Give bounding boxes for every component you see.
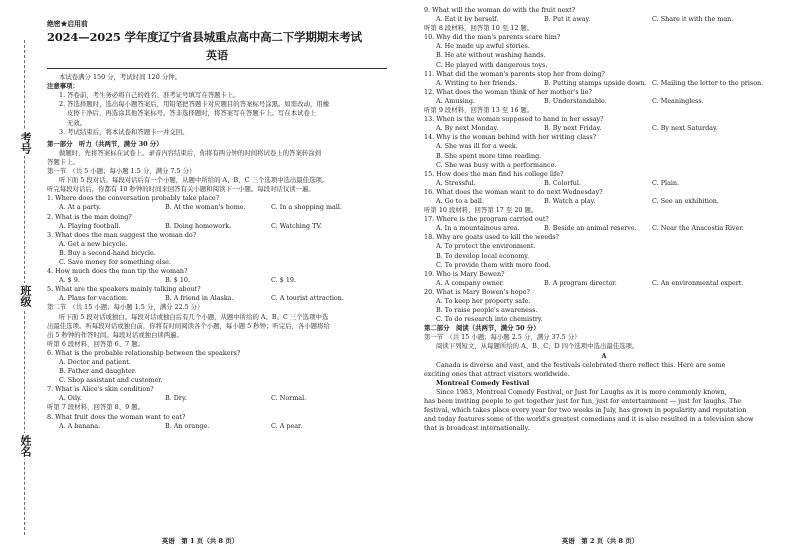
option-a[interactable]: A. Writing to her friends.	[436, 78, 518, 87]
option-a[interactable]: A. A banana.	[59, 421, 101, 430]
score-info: 本试卷满分 150 分，考试时间 120 分钟。	[59, 73, 181, 82]
passage-label: A	[601, 351, 607, 360]
option-c[interactable]: C. To provide them with more food.	[436, 260, 551, 269]
question-20: 20. What is Mary Bowen's hope?	[424, 287, 530, 296]
note-line: 无效。	[67, 118, 87, 127]
option-a[interactable]: A. Playing football.	[59, 221, 121, 230]
section1-instruction: 听下面 5 段对话。每段对话后有一个小题，从题中所给的 A、B、C 三个选项中选出最佳选项。	[59, 176, 329, 185]
question-13: 13. When is the woman supposed to hand in her essay?	[424, 115, 604, 124]
option-b[interactable]: B. To develop local economy.	[436, 251, 530, 260]
page-footer: 英语 第 2 页（共 8 页）	[561, 537, 639, 545]
part1-instruction: 答题卡上。	[47, 157, 79, 166]
question-9: 9. What will the woman do with the fruit next?	[424, 6, 576, 14]
option-b[interactable]: B. Buy a second-hand bicycle.	[59, 248, 156, 257]
question-2: 2. What is the man doing?	[47, 212, 132, 221]
class-label: 班级	[19, 285, 32, 307]
question-19: 19. Who is Mary Bowen?	[424, 269, 505, 278]
option-b[interactable]: B. $ 10.	[165, 276, 191, 285]
option-a[interactable]: A. To keep her property safe.	[436, 297, 531, 305]
listening-prompt: 听第 6 段材料，回答第 6、7 题。	[47, 339, 145, 348]
listening-prompt: 听第 8 段材料，回答第 10 至 12 题。	[424, 24, 534, 33]
option-b[interactable]: B. Father and daughter.	[59, 367, 137, 376]
note-line: 1. 答卷前，考生务必将自己的姓名、准考证号填写在答题卡上。	[59, 91, 240, 100]
option-b[interactable]: B. Watch a play.	[544, 196, 596, 205]
option-a[interactable]: A. Plans for vacation.	[59, 294, 128, 303]
question-9-options	[424, 15, 784, 24]
option-c[interactable]: C. See an exhibition.	[652, 196, 719, 205]
question-6: 6. What is the probable relationship between the speakers?	[47, 348, 241, 357]
part2-heading: 第二部分 阅读（共两节，满分 50 分）	[424, 324, 540, 333]
notes-heading: 注意事项：	[47, 82, 79, 91]
festival-heading: Montreal Comedy Festival	[436, 378, 530, 387]
option-b[interactable]: B. Doing homework.	[165, 221, 232, 230]
note-line: 3. 考试结束后，将本试卷和答题卡一并交回。	[59, 127, 189, 136]
option-c[interactable]: C. By next Saturday.	[652, 124, 718, 133]
question-5-options	[47, 294, 387, 303]
option-b[interactable]: B. A program director.	[544, 278, 617, 287]
option-c[interactable]: C. He played with dangerous toys.	[436, 60, 548, 69]
page-footer: 英语 第 1 页（共 8 页）	[161, 537, 239, 545]
option-c[interactable]: C. Near the Anacostia River.	[652, 224, 744, 233]
option-a[interactable]: A. Eat it by herself.	[436, 15, 499, 24]
option-b[interactable]: B. By next Friday.	[544, 124, 602, 133]
question-14: 14. Why is the woman behind with her writing class?	[424, 133, 597, 142]
option-a[interactable]: A. At a party.	[59, 203, 101, 212]
page-1-content	[47, 20, 387, 431]
option-c[interactable]: C. Plain.	[652, 178, 680, 187]
exam-title: 2024—2025 学年度辽宁省县城重点高中高二下学期期末考试	[47, 30, 362, 45]
question-5: 5. What are the speakers mainly talking about?	[47, 285, 201, 294]
listening-prompt: 听第 7 段材料，回答第 8、9 题。	[47, 403, 145, 412]
page-2-content	[424, 6, 784, 433]
listening-prompt: 听第 10 段材料，回答第 17 至 20 题。	[424, 206, 538, 215]
part2-section1-heading: 第一节 （共 15 小题；每小题 2.5 分，满分 37.5 分）	[424, 333, 581, 342]
option-c[interactable]: C. Watching TV.	[271, 221, 322, 230]
option-a[interactable]: A. A company owner.	[436, 278, 505, 287]
exam-number-label: 考号	[19, 132, 32, 154]
option-c[interactable]: C. Normal.	[271, 394, 307, 403]
option-b[interactable]: B. At the woman's home.	[165, 203, 246, 212]
option-c[interactable]: C. To do research into chemistry.	[436, 315, 543, 324]
question-15: 15. How does the man find his college life?	[424, 169, 564, 178]
page-2	[400, 0, 800, 551]
option-c[interactable]: C. Share it with the man.	[652, 15, 734, 24]
note-line: 2. 答选择题时，选出每小题答案后，用铅笔把答题卡对应题目的答案标号涂黑。如需改动，用橡	[59, 100, 330, 109]
section2-heading: 第二节 （共 15 小题；每小题 1.5 分，满分 22.5 分）	[47, 303, 204, 312]
question-11-options	[424, 79, 784, 88]
question-1: 1. Where does the conversation probably take place?	[47, 194, 220, 203]
divider	[47, 68, 387, 69]
part1-instruction: 做题时，先将答案标在试卷上。录音内容结束后，你将有两分钟的时间将试卷上的答案转涂到	[59, 148, 322, 157]
passage-line: and today features some of the world's greatest comedians and it is also resulted in a television show	[424, 415, 754, 424]
question-16: 16. What does the woman want to do next Wednesday?	[424, 187, 603, 196]
section1-instruction: 听完每段对话后，你都有 10 秒钟的时间来回答有关小题和阅读下一小题。每段对话仅读一遍。	[47, 185, 315, 194]
option-a[interactable]: A. $ 9.	[59, 276, 80, 285]
option-a[interactable]: A. Stressful.	[436, 178, 476, 187]
question-4: 4. How much does the man tip the woman?	[47, 267, 188, 276]
passage-line: has been inviting people to get together just for fun, just for entertainment — just for laughs. The	[424, 397, 742, 406]
passage-line: Since 1983, Montreal Comedy Festival, or Just for Laughs as it is more commonly known,	[436, 387, 727, 396]
passage-line: Canada is diverse and vast, and the festivals celebrated there reflect this. Here are some	[436, 360, 726, 369]
question-13-options	[424, 124, 784, 133]
option-a[interactable]: A. Amusing.	[436, 96, 476, 105]
section1-heading: 第一节 （共 5 小题；每小题 1.5 分，满分 7.5 分）	[47, 167, 196, 176]
section2-instruction: 听下面 5 段对话或独白。每段对话或独白后有几个小题，从题中所给的 A、B、C 三个选项中选	[59, 312, 329, 321]
listening-prompt: 听第 9 段材料，回答第 13 至 16 题。	[424, 106, 534, 115]
section2-instruction: 出最佳选项。听每段对话或独白前，你将有时间阅读各个小题，每小题 5 秒钟；听完后，各小题将给	[47, 321, 330, 330]
option-b[interactable]: B. Put it away.	[544, 15, 591, 24]
option-a[interactable]: A. Oily.	[59, 394, 82, 403]
question-10: 10. Why did the man's parents scare him?	[424, 33, 561, 42]
passage-line: exciting ones that attract visitors worldwide.	[424, 369, 570, 378]
option-c[interactable]: C. Mailing the letter to the prison.	[652, 78, 764, 87]
option-c[interactable]: C. An environmental expert.	[652, 278, 744, 287]
question-11: 11. What did the woman's parents stop her from doing?	[424, 69, 605, 78]
option-c[interactable]: C. $ 19.	[271, 276, 296, 285]
option-c[interactable]: C. Save money for something else.	[59, 257, 171, 266]
option-c[interactable]: C. A tourist attraction.	[271, 294, 344, 303]
option-c[interactable]: C. A pear.	[271, 421, 303, 430]
part1-heading: 第一部分 听力（共两节，满分 30 分）	[47, 139, 163, 148]
question-2-options	[47, 222, 387, 231]
option-c[interactable]: C. Shop assistant and customer.	[59, 376, 163, 385]
option-a[interactable]: A. She was ill for a week.	[436, 142, 518, 151]
part2-instruction: 阅读下列短文，从每题所给的 A、B、C、D 四个选项中选出最佳选项。	[436, 342, 639, 351]
option-c[interactable]: C. In a shopping mall.	[271, 203, 342, 212]
question-12-options	[424, 97, 784, 106]
option-a[interactable]: A. To protect the environment.	[436, 242, 536, 251]
question-16-options	[424, 197, 784, 206]
option-b[interactable]: B. Beside an animal reserve.	[544, 224, 637, 233]
option-b[interactable]: B. He ate without washing hands.	[436, 51, 546, 60]
subject-title: 英语	[206, 49, 228, 63]
question-8-options	[47, 422, 387, 431]
question-12: 12. What does the woman think of her mother's lie?	[424, 87, 592, 96]
option-a[interactable]: A. Go to a ball.	[436, 196, 484, 205]
option-b[interactable]: B. To raise people's awareness.	[436, 306, 538, 315]
name-label: 姓名	[19, 435, 32, 457]
confidential-mark: 绝密★启用前	[47, 20, 88, 28]
option-c[interactable]: C. She was busy with a performance.	[436, 160, 557, 169]
question-1-options	[47, 203, 387, 212]
section2-instruction: 出 5 秒钟的作答时间。每段对话或独白读两遍。	[47, 330, 183, 339]
question-18: 18. Why are goats used to kill the weeds?	[424, 233, 559, 242]
passage-line: that is broadcast internationally.	[424, 424, 530, 433]
note-line: 皮擦干净后，再选涂其他答案标号。答非选择题时，将答案写在答题卡上。写在本试卷上	[67, 109, 317, 118]
option-b[interactable]: B. She spent more time reading.	[436, 151, 542, 160]
option-c[interactable]: C. Meaningless.	[652, 96, 704, 105]
question-3: 3. What does the man suggest the woman do?	[47, 230, 197, 239]
question-17-options	[424, 224, 784, 233]
option-b[interactable]: B. A friend in Alaska.	[165, 294, 234, 303]
passage-line: festival, which takes place every year for two weeks in July, has grown in popularity and reputation	[424, 406, 747, 415]
option-a[interactable]: A. In a mountainous area.	[436, 224, 520, 233]
option-b[interactable]: B. Understandable.	[544, 96, 607, 105]
question-19-options	[424, 279, 784, 288]
option-b[interactable]: B. Colorful.	[544, 178, 581, 187]
option-b[interactable]: B. An orange.	[165, 421, 210, 430]
option-a[interactable]: A. Get a new bicycle.	[59, 239, 128, 248]
question-7: 7. What is Alice's skin condition?	[47, 385, 154, 394]
option-a[interactable]: A. Doctor and patient.	[59, 358, 131, 366]
option-b[interactable]: B. Putting stamps upside down.	[544, 78, 647, 87]
question-15-options	[424, 179, 784, 188]
question-8: 8. What fruit does the woman want to eat?	[47, 412, 186, 421]
question-17: 17. Where is the program carried out?	[424, 215, 549, 224]
question-7-options	[47, 394, 387, 403]
option-a[interactable]: A. By next Monday.	[436, 124, 499, 133]
question-4-options	[47, 276, 387, 285]
option-a[interactable]: A. He made up awful stories.	[436, 42, 530, 51]
option-b[interactable]: B. Dry.	[165, 394, 187, 403]
binding-margin	[0, 0, 48, 551]
